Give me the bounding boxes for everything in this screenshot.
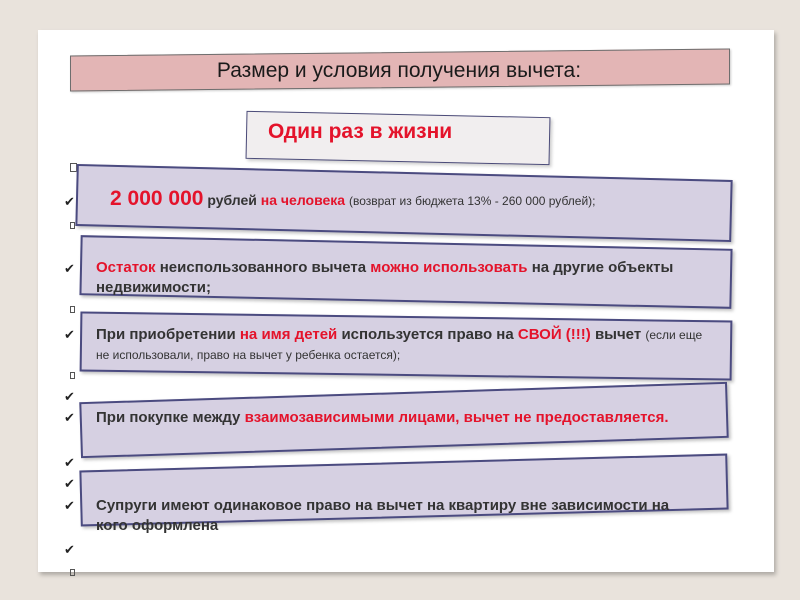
related-text: При покупке между (96, 409, 241, 426)
checkmark-icon: ✔ (64, 499, 75, 514)
subtitle: Один раз в жизни (268, 120, 453, 143)
checkmark-icon: ✔ (64, 477, 75, 492)
card-children-text (96, 325, 716, 365)
remainder-text: неиспользованного вычета (159, 259, 367, 276)
remainder-can-use: можно использовать (370, 259, 528, 276)
card-amount-text (110, 189, 725, 211)
checkmark-icon: ✔ (64, 328, 75, 343)
card-remainder-text (96, 258, 716, 298)
children-text-2: используется право на (341, 326, 514, 343)
checkmark-icon: ✔ (64, 195, 75, 210)
amount-unit: рублей (207, 192, 257, 208)
children-text-3: вычет (594, 326, 642, 343)
remainder-tail: на другие объекты недвижимости; (96, 259, 674, 296)
children-text-1: При приобретении (96, 326, 236, 343)
checkmark-icon: ✔ (64, 456, 75, 471)
checkmark-icon: ✔ (64, 411, 75, 426)
bullet-square-icon (70, 222, 75, 229)
slide-title: Размер и условия получения вычета: (216, 59, 582, 82)
card-spouses-text: Супруги имеют одинаковое право на вычет на квартиру вне зависимости на кого оформлена (96, 497, 670, 534)
amount-per-person: на человека (260, 192, 346, 208)
children-highlight: на имя детей (239, 326, 338, 343)
bullet-square-icon (70, 569, 75, 576)
card-related-parties-text (96, 408, 696, 428)
amount-refund-note: (возврат из бюджета 13% - 260 000 рублей); (348, 194, 596, 208)
bullet-square-icon (70, 306, 75, 313)
checkmark-icon: ✔ (64, 390, 75, 405)
children-note: (если еще не использовали, право на вычет у ребенка остается); (96, 328, 703, 362)
related-highlight: взаимозависимыми лицами, вычет не предоставляется. (244, 409, 669, 426)
children-own-highlight: СВОЙ (!!!) (517, 326, 591, 343)
checkmark-icon: ✔ (64, 262, 75, 277)
checkmark-icon: ✔ (64, 543, 75, 558)
remainder-label: Остаток (96, 259, 156, 276)
amount-value: 2 000 000 (110, 187, 204, 210)
bullet-square-icon (70, 372, 75, 379)
